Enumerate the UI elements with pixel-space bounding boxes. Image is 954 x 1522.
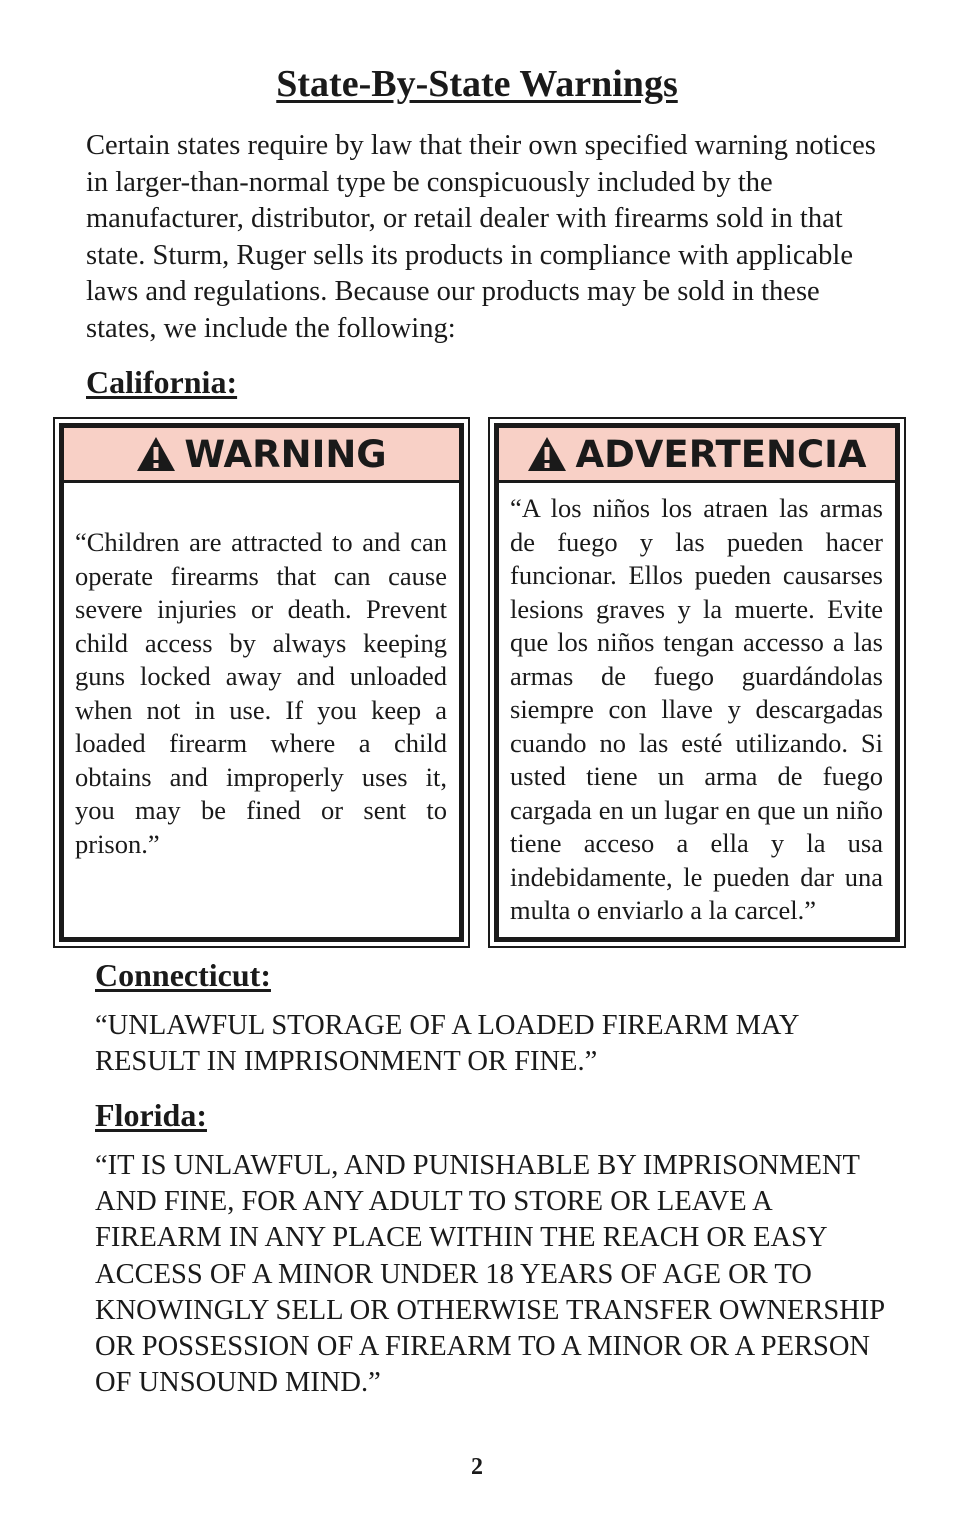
advertencia-text: “A los niños los atraen las armas de fuego y las pueden hacer funcionar. Ellos pueden causarses lesions graves y la muerte. Evite que los niños tengan accesso a las armas de fuego guardándolas siempre con llave y descargadas cuando no las esté utilizando. Si usted tiene un arma de fuego cargada en un lugar en que un niño tiene acceso a ella y la usa indebidamente, le pueden dar una multa o enviarlo a la carcel.”: [510, 493, 883, 925]
page-number: 2: [471, 1454, 483, 1480]
warning-label: WARNING: [184, 432, 387, 476]
connecticut-heading: Connecticut:: [95, 957, 271, 993]
advertencia-label: ADVERTENCIA: [575, 432, 867, 476]
warning-triangle-icon: [527, 436, 567, 472]
warning-box-spanish: [488, 417, 906, 948]
california-heading: California:: [86, 364, 238, 400]
warning-header: [64, 428, 459, 483]
florida-notice: “IT IS UNLAWFUL, AND PUNISHABLE BY IMPRISONMENT AND FINE, FOR ANY ADULT TO STORE OR LEAVE A FIREARM IN ANY PLACE WITHIN THE REACH OR EASY ACCESS OF A MINOR UNDER 18 YEARS OF AGE OR TO KNOWINGLY SELL OR OTHERWISE TRANSFER OWNERSHIP OR POSSESSION OF A FIREARM TO A MINOR OR A PERSON OF UNSOUND MIND.”: [95, 1150, 885, 1399]
intro-paragraph: Certain states require by law that their own specified warning notices in larger-than-normal type be conspicuously included by the manufacturer, distributor, or retail dealer with firearms sold in that state. Sturm, Ruger sells its products in compliance with applicable laws and regulations. Because our products may be sold in these states, we include the following:: [86, 130, 876, 344]
advertencia-header: [499, 428, 895, 483]
warning-triangle-icon: [136, 436, 176, 472]
florida-heading: Florida:: [95, 1097, 207, 1133]
page-title: State-By-State Warnings: [276, 63, 678, 105]
warning-box-english: [53, 417, 470, 948]
connecticut-notice: “UNLAWFUL STORAGE OF A LOADED FIREARM MAY RESULT IN IMPRISONMENT OR FINE.”: [95, 1010, 799, 1078]
warning-text: “Children are attracted to and can operate firearms that can cause severe injuries or death. Prevent child access by always keeping guns locked away and unloaded when not in use. If you keep a loaded firearm where a child obtains and improperly uses it, you may be fined or sent to prison.”: [75, 527, 447, 859]
